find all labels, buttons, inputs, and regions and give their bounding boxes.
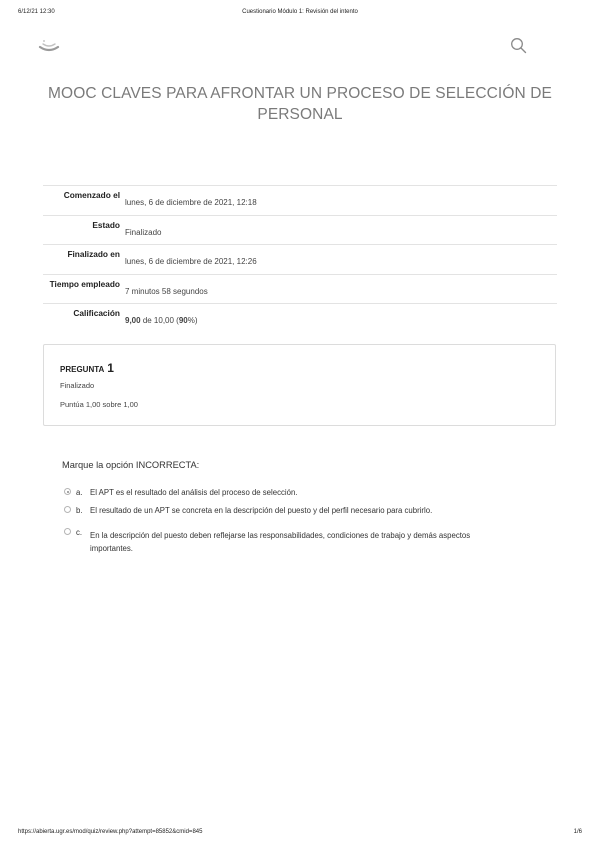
ugr-logo-icon[interactable] bbox=[38, 38, 60, 54]
grade-score: 9,00 bbox=[125, 316, 141, 325]
summary-label: Tiempo empleado bbox=[49, 278, 120, 289]
print-header bbox=[18, 9, 582, 15]
option-text: El APT es el resultado del análisis del proceso de selección. bbox=[90, 488, 298, 497]
attempt-summary-table bbox=[43, 185, 557, 333]
summary-row-finished bbox=[43, 244, 557, 274]
question-state: Finalizado bbox=[60, 381, 95, 390]
summary-row-started bbox=[43, 185, 557, 215]
search-icon[interactable] bbox=[510, 37, 527, 54]
summary-value: lunes, 6 de diciembre de 2021, 12:18 bbox=[125, 198, 257, 207]
question-info-box bbox=[43, 344, 556, 426]
summary-value: lunes, 6 de diciembre de 2021, 12:26 bbox=[125, 257, 257, 266]
option-text: El resultado de un APT se concreta en la descripción del puesto y del perfil necesario para cubrirlo. bbox=[90, 506, 433, 515]
print-url: https://abierta.ugr.es/mod/quiz/review.php?attempt=85852&cmid=845 bbox=[18, 829, 203, 835]
summary-row-grade bbox=[43, 303, 557, 333]
print-datetime: 6/12/21 12:30 bbox=[18, 9, 55, 15]
grade-of: de 10,00 ( bbox=[142, 316, 179, 325]
option-text: En la descripción del puesto deben reflejarse las responsabilidades, condiciones de trabajo y demás aspectos importantes. bbox=[90, 531, 471, 553]
summary-label: Comenzado el bbox=[63, 190, 120, 200]
option-letter: c. bbox=[76, 528, 83, 537]
question-label: PREGUNTA bbox=[60, 365, 105, 374]
radio-button[interactable] bbox=[64, 506, 71, 513]
summary-label: Estado bbox=[92, 219, 120, 230]
grade-value bbox=[120, 304, 198, 333]
answer-option-c[interactable] bbox=[64, 526, 514, 555]
print-page-number: 1/6 bbox=[573, 829, 582, 835]
summary-row-state bbox=[43, 215, 557, 245]
radio-button-selected[interactable] bbox=[64, 488, 71, 495]
summary-row-time bbox=[43, 274, 557, 304]
print-footer bbox=[18, 829, 582, 835]
question-number: 1 bbox=[107, 361, 114, 375]
question-mark: Puntúa 1,00 sobre 1,00 bbox=[60, 400, 138, 409]
course-title: MOOC CLAVES PARA AFRONTAR UN PROCESO DE SELECCIÓN DE PERSONAL bbox=[48, 85, 552, 123]
question-heading bbox=[60, 361, 114, 375]
summary-value: Finalizado bbox=[125, 227, 162, 237]
print-title: Cuestionario Módulo 1: Revisión del intento bbox=[242, 9, 358, 15]
radio-button[interactable] bbox=[64, 528, 71, 535]
option-letter: a. bbox=[76, 488, 83, 497]
summary-value: 7 minutos 58 segundos bbox=[125, 286, 208, 296]
summary-label: Finalizado en bbox=[67, 249, 120, 259]
answer-option-b[interactable] bbox=[64, 504, 524, 517]
grade-percent: 90 bbox=[178, 316, 188, 325]
answer-option-a[interactable] bbox=[64, 486, 524, 499]
question-text: Marque la opción INCORRECTA: bbox=[62, 460, 200, 470]
grade-close: %) bbox=[187, 316, 198, 325]
option-letter: b. bbox=[76, 506, 83, 515]
summary-label: Calificación bbox=[73, 308, 120, 318]
